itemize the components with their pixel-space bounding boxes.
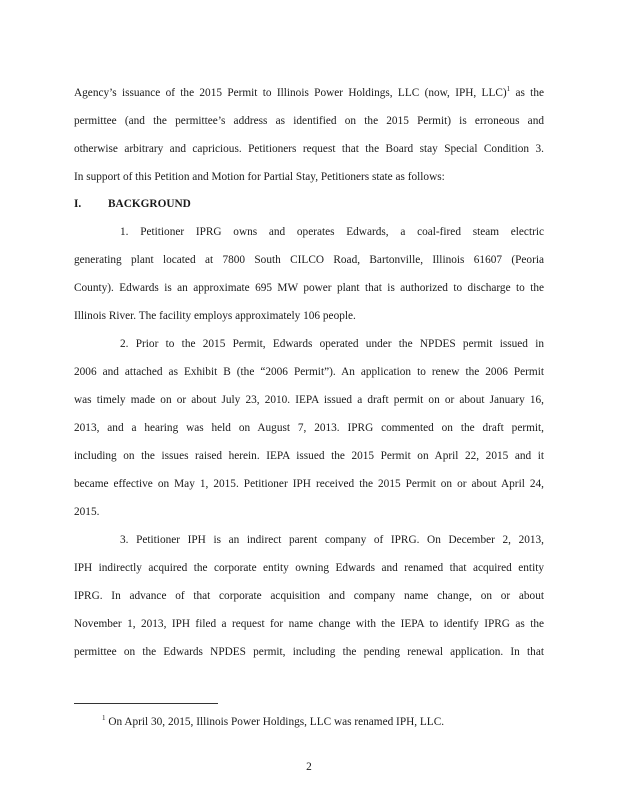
para2-line-1: 2. Prior to the 2015 Permit, Edwards operated under the NPDES permit issued in xyxy=(120,338,544,350)
para2-line-2: 2006 and attached as Exhibit B (the “2006 Permit”). An application to renew the 2006 Permit xyxy=(74,366,544,378)
footnote-divider xyxy=(74,703,218,704)
intro-line-4: In support of this Petition and Motion for Partial Stay, Petitioners state as follows: xyxy=(74,171,445,183)
para2-line-6: became effective on May 1, 2015. Petitioner IPH received the 2015 Permit on or about April 24, xyxy=(74,478,544,490)
section-title: BACKGROUND xyxy=(108,198,191,210)
intro-line-1: Agency’s issuance of the 2015 Permit to Illinois Power Holdings, LLC (now, IPH, LLC)$^1$ as the xyxy=(74,85,544,99)
intro-line-2: permittee (and the permittee’s address as identified on the 2015 Permit) is erroneous and xyxy=(74,115,544,127)
para1-line-1: 1. Petitioner IPRG owns and operates Edwards, a coal-fired steam electric xyxy=(120,226,544,238)
para3-line-4: November 1, 2013, IPH filed a request for name change with the IEPA to identify IPRG as the xyxy=(74,618,544,630)
footnote-reference[interactable]: 1 xyxy=(506,85,511,94)
para3-line-3: IPRG. In advance of that corporate acquisition and company name change, on or about xyxy=(74,590,544,602)
footnote xyxy=(102,715,444,729)
footnote-text: On April 30, 2015, Illinois Power Holdings, LLC was renamed IPH, LLC. xyxy=(105,716,445,728)
para1-line-4: Illinois River. The facility employs approximately 106 people. xyxy=(74,310,356,322)
footnote-marker: 1 xyxy=(102,714,106,723)
para3-line-5: permittee on the Edwards NPDES permit, including the pending renewal application. In that xyxy=(74,646,544,658)
para2-line-5: including on the issues raised herein. IEPA issued the 2015 Permit on April 22, 2015 and it xyxy=(74,450,544,462)
para2-line-7: 2015. xyxy=(74,506,100,518)
para1-line-2: generating plant located at 7800 South CILCO Road, Bartonville, Illinois 61607 (Peoria xyxy=(74,254,544,266)
para3-line-1: 3. Petitioner IPH is an indirect parent company of IPRG. On December 2, 2013, xyxy=(120,534,544,546)
para2-line-3: was timely made on or about July 23, 2010. IEPA issued a draft permit on or about January 16, xyxy=(74,394,544,406)
intro-line-3: otherwise arbitrary and capricious. Petitioners request that the Board stay Special Condition 3. xyxy=(74,143,544,155)
section-number: I. xyxy=(74,198,82,210)
para1-line-3: County). Edwards is an approximate 695 MW power plant that is authorized to discharge to the xyxy=(74,282,544,294)
page-number: 2 xyxy=(306,761,312,773)
para2-line-4: 2013, and a hearing was held on August 7, 2013. IPRG commented on the draft permit, xyxy=(74,422,544,434)
section-heading xyxy=(74,197,191,211)
para3-line-2: IPH indirectly acquired the corporate entity owning Edwards and renamed that acquired entity xyxy=(74,562,544,574)
